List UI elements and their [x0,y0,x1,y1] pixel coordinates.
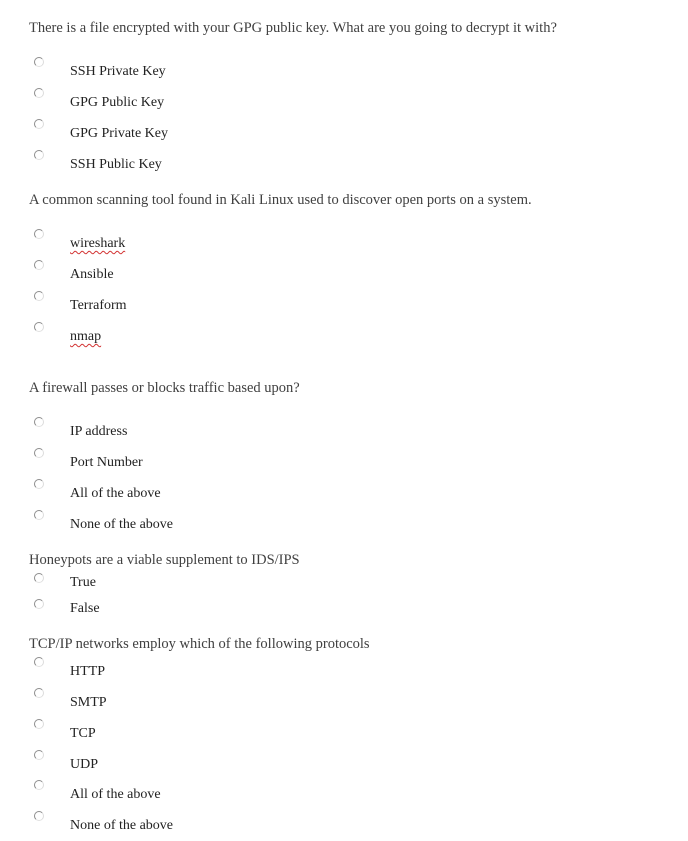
question-4-text: Honeypots are a viable supplement to IDS/IPS [29,552,300,568]
question-5-option-3-radio[interactable] [34,719,44,729]
question-3-option-3-radio[interactable] [34,479,44,489]
question-2-option-3-label: Terraform [70,298,127,313]
question-2-option-4-label [70,328,101,346]
question-1-option-4-radio[interactable] [34,150,44,160]
question-1-option-2-radio[interactable] [34,88,44,98]
question-3-option-1-label: IP address [70,424,128,439]
question-5-option-2-radio[interactable] [34,688,44,698]
question-1-option-4-label: SSH Public Key [70,157,162,172]
question-2-option-2-radio[interactable] [34,260,44,270]
question-1-option-1-radio[interactable] [34,57,44,67]
question-4-option-2-label: False [70,601,100,616]
question-3-option-2-label: Port Number [70,455,143,470]
question-4-option-2-radio[interactable] [34,599,44,609]
question-3-option-4-label: None of the above [70,517,174,532]
question-5-option-1-label: HTTP [70,664,105,679]
question-2-option-1-radio[interactable] [34,229,44,239]
question-5-option-1-radio[interactable] [34,657,44,667]
question-3-option-3-label: All of the above [70,486,161,501]
question-3-option-4-radio[interactable] [34,510,44,520]
question-2-option-1-label [70,235,125,253]
question-1-option-3-radio[interactable] [34,119,44,129]
question-1-option-2-label: GPG Public Key [70,95,165,110]
question-3-option-2-radio[interactable] [34,448,44,458]
question-5-option-3-label: TCP [70,726,96,741]
question-4-option-1-radio[interactable] [34,573,44,583]
question-1-option-1-label: SSH Private Key [70,64,166,79]
question-2-text: A common scanning tool found in Kali Linux used to discover open ports on a system. [29,192,532,208]
spelling-flagged-word: nmap [70,329,102,344]
question-3-text: A firewall passes or blocks traffic based upon? [29,380,300,396]
question-2-option-3-radio[interactable] [34,291,44,301]
question-5-option-6-label: None of the above [70,818,174,833]
question-5-option-5-radio[interactable] [34,780,44,790]
question-2-option-2-label: Ansible [70,267,114,282]
question-5-option-4-label: UDP [70,757,99,772]
question-4-option-1-label: True [70,575,96,590]
question-1-option-3-label: GPG Private Key [70,126,168,141]
question-1-text: There is a file encrypted with your GPG public key. What are you going to decrypt it with? [29,20,557,36]
question-5-option-4-radio[interactable] [34,750,44,760]
spelling-flagged-word: wireshark [70,236,126,251]
question-2-option-4-radio[interactable] [34,322,44,332]
question-5-option-2-label: SMTP [70,695,107,710]
question-5-option-6-radio[interactable] [34,811,44,821]
question-5-text: TCP/IP networks employ which of the following protocols [29,636,370,652]
question-3-option-1-radio[interactable] [34,417,44,427]
question-5-option-5-label: All of the above [70,787,161,802]
